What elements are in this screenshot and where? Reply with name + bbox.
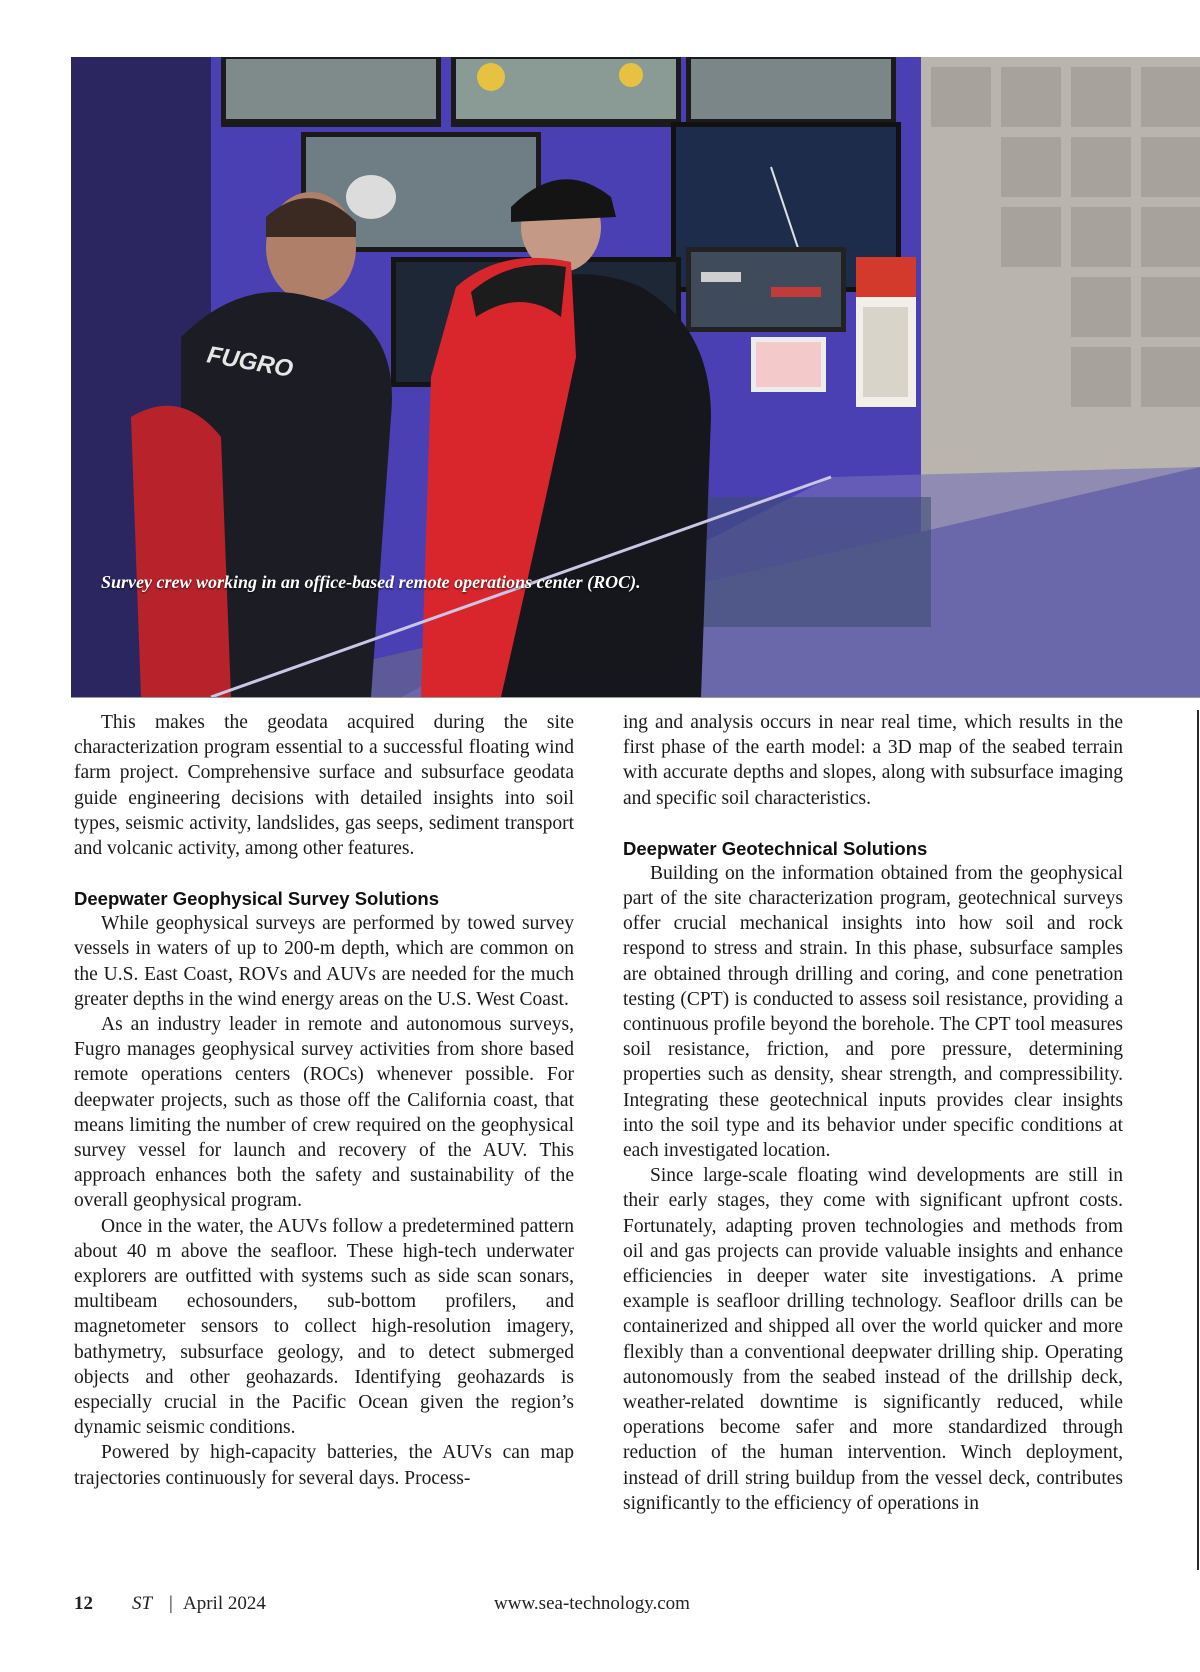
paragraph: Once in the water, the AUVs follow a predetermined pattern about 40 m above the seafloor. These high-tech underwater explorers are outfitted with systems such as side scan sonars, multibeam echosounders, sub-bottom profilers, and magnetometer sensors to collect high-resolution imagery, bathymetry, subsurface geology, and to detect submerged objects and other geohazards. Identifying geohazards is especially crucial in the Pacific Ocean given the region’s dynamic seismic conditions. [74, 1215, 574, 1439]
paragraph: While geophysical surveys are performed by towed survey vessels in waters of up to 200-m depth, which are common on the U.S. East Coast, ROVs and AUVs are needed for the much greater depths in the wind energy areas on the U.S. West Coast. [74, 913, 574, 1010]
page-edge-rule [1197, 710, 1199, 1570]
paragraph: Since large-scale floating wind developments are still in their early stages, they come with significant upfront costs. Fortunately, adapting proven technologies and methods from oil and gas projects can provide valuable insights and enhance efficiencies in deeper water site investigations. A prime example is seafloor drilling technology. Seafloor drills can be containerized and shipped all over the world quicker and more flexibly than a conventional deepwater drilling ship. Operating autonomously from the seabed instead of the drillship deck, weather-related downtime is significantly reduced, while operations become safer and more standardized through reduction of the human intervention. Winch deployment, instead of drill string buildup from the vessel deck, contributes significantly to the efficiency of operations in [623, 1165, 1123, 1514]
control-room-illustration [71, 57, 1200, 697]
hero-photo [71, 57, 1200, 698]
right-column [623, 710, 1123, 1516]
paragraph: This makes the geodata acquired during the site characterization program essential to a successful floating wind farm project. Comprehensive surface and subsurface geodata guide engineering decisions with detailed insights into soil types, seismic activity, landslides, gas seeps, sediment transport and volcanic activity, among other features. [74, 712, 574, 860]
paragraph: Powered by high-capacity batteries, the AUVs can map trajectories continuously for several days. Process- [74, 1442, 574, 1489]
page-footer [74, 1593, 1154, 1623]
page-number: 12 [74, 1593, 93, 1614]
issue-date: April 2024 [183, 1593, 266, 1614]
paragraph: As an industry leader in remote and autonomous surveys, Fugro manages geophysical survey activities from shore based remote operations centers (ROCs) whenever possible. For deepwater projects, such as those off the California coast, that means limiting the number of crew required on the geophysical survey vessel for launch and recovery of the AUV. This approach enhances both the safety and sustainability of the overall geophysical program. [74, 1014, 574, 1212]
left-column [74, 710, 574, 1491]
section-heading: Deepwater Geophysical Survey Solutions [74, 888, 439, 910]
shirt-logo-text: FUGRO [204, 341, 296, 383]
footer-separator: | [169, 1593, 173, 1614]
photo-caption: Survey crew working in an office-based remote operations center (ROC). [101, 572, 641, 592]
paragraph: ing and analysis occurs in near real time, which results in the first phase of the earth model: a 3D map of the seabed terrain with accurate depths and slopes, along with subsurface imaging and specific soil characteristics. [623, 712, 1123, 809]
paragraph: Building on the information obtained from the geophysical part of the site characterization program, geotechnical surveys offer crucial mechanical insights into how soil and rock respond to stress and strain. In this phase, subsurface samples are obtained through drilling and coring, and cone penetration testing (CPT) is conducted to assess soil resistance, providing a continuous profile beyond the borehole. The CPT tool measures soil resistance, friction, and pore pressure, determining properties such as density, shear strength, and compressibility. Integrating these geotechnical inputs provides clear insights into the soil type and its behavior under specific conditions at each investigated location. [623, 862, 1123, 1162]
magazine-abbrev: ST [132, 1593, 153, 1614]
website-link[interactable]: www.sea-technology.com [494, 1593, 690, 1614]
section-heading: Deepwater Geotechnical Solutions [623, 837, 928, 859]
